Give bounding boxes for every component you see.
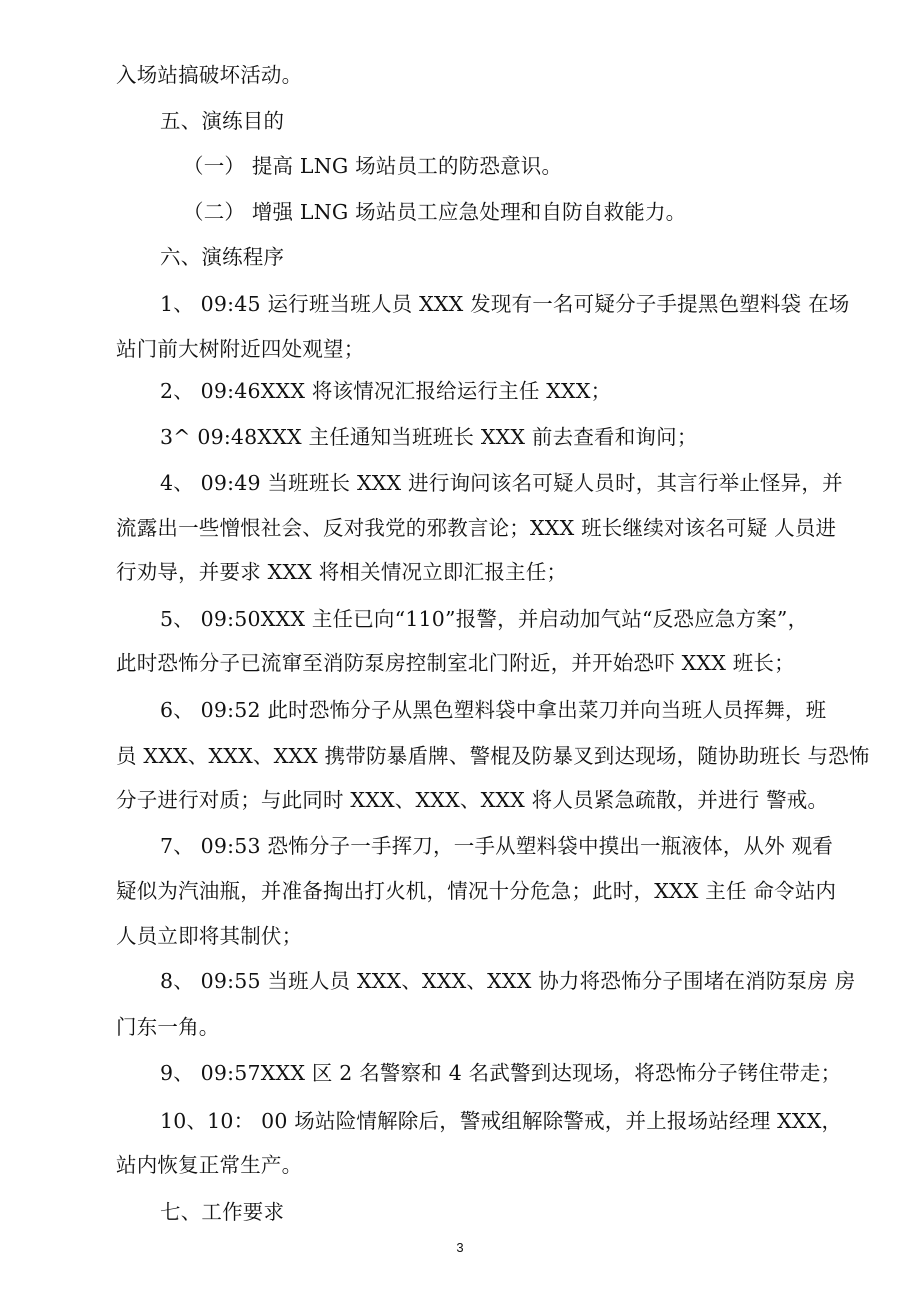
text-line: 门东一角。: [116, 1015, 220, 1039]
text-line: 4、 09:49 当班班长 XXX 进行询问该名可疑人员时，其言行举止怪异，并: [160, 471, 843, 495]
text-line: 行劝导，并要求 XXX 将相关情况立即汇报主任；: [116, 560, 568, 584]
text-line: 入场站搞破坏活动。: [116, 63, 303, 87]
text-line: 人员立即将其制伏；: [116, 924, 303, 948]
text-line: 站内恢复正常生产。: [116, 1153, 303, 1177]
text-line: （二） 增强 LNG 场站员工应急处理和自防自救能力。: [183, 200, 687, 224]
text-line: 6、 09:52 此时恐怖分子从黑色塑料袋中拿出菜刀并向当班人员挥舞，班: [160, 698, 827, 722]
text-line: 员 XXX、XXX、XXX 携带防暴盾牌、警棍及防暴叉到达现场，随协助班长 与恐怖: [116, 744, 870, 768]
text-line: （一） 提高 LNG 场站员工的防恐意识。: [183, 154, 563, 178]
text-line: 7、 09:53 恐怖分子一手挥刀，一手从塑料袋中摸出一瓶液体，从外 观看: [160, 834, 834, 858]
text-line: 站门前大树附近四处观望；: [116, 337, 365, 361]
section-heading-work-requirements: 七、工作要求: [160, 1200, 285, 1224]
text-line: 1、 09:45 运行班当班人员 XXX 发现有一名可疑分子手提黑色塑料袋 在场: [160, 292, 850, 316]
text-line: 3^ 09:48XXX 主任通知当班班长 XXX 前去查看和询问；: [160, 425, 698, 449]
text-line: 分子进行对质；与此同时 XXX、XXX、XXX 将人员紧急疏散，并进行 警戒。: [116, 788, 829, 812]
text-line: 疑似为汽油瓶，并准备掏出打火机，情况十分危急；此时，XXX 主任 命令站内: [116, 879, 837, 903]
text-line: 9、 09:57XXX 区 2 名警察和 4 名武警到达现场，将恐怖分子铐住带走；: [160, 1061, 842, 1085]
text-line: 10、10： 00 场站险情解除后，警戒组解除警戒，并上报场站经理 XXX，: [160, 1109, 843, 1133]
text-line: 流露出一些憎恨社会、反对我党的邪教言论；XXX 班长继续对该名可疑 人员进: [116, 516, 837, 540]
text-line: 8、 09:55 当班人员 XXX、XXX、XXX 协力将恐怖分子围堵在消防泵房 房: [160, 969, 856, 993]
section-heading-drill-procedure: 六、演练程序: [160, 245, 285, 269]
section-heading-drill-purpose: 五、演练目的: [160, 109, 285, 133]
text-line: 2、 09:46XXX 将该情况汇报给运行主任 XXX；: [160, 379, 612, 403]
text-line: 此时恐怖分子已流窜至消防泵房控制室北门附近，并开始恐吓 XXX 班长；: [116, 651, 795, 675]
page-number: 3: [456, 1240, 464, 1255]
text-line: 5、 09:50XXX 主任已向“110”报警，并启动加气站“反恐应急方案”，: [160, 607, 809, 631]
